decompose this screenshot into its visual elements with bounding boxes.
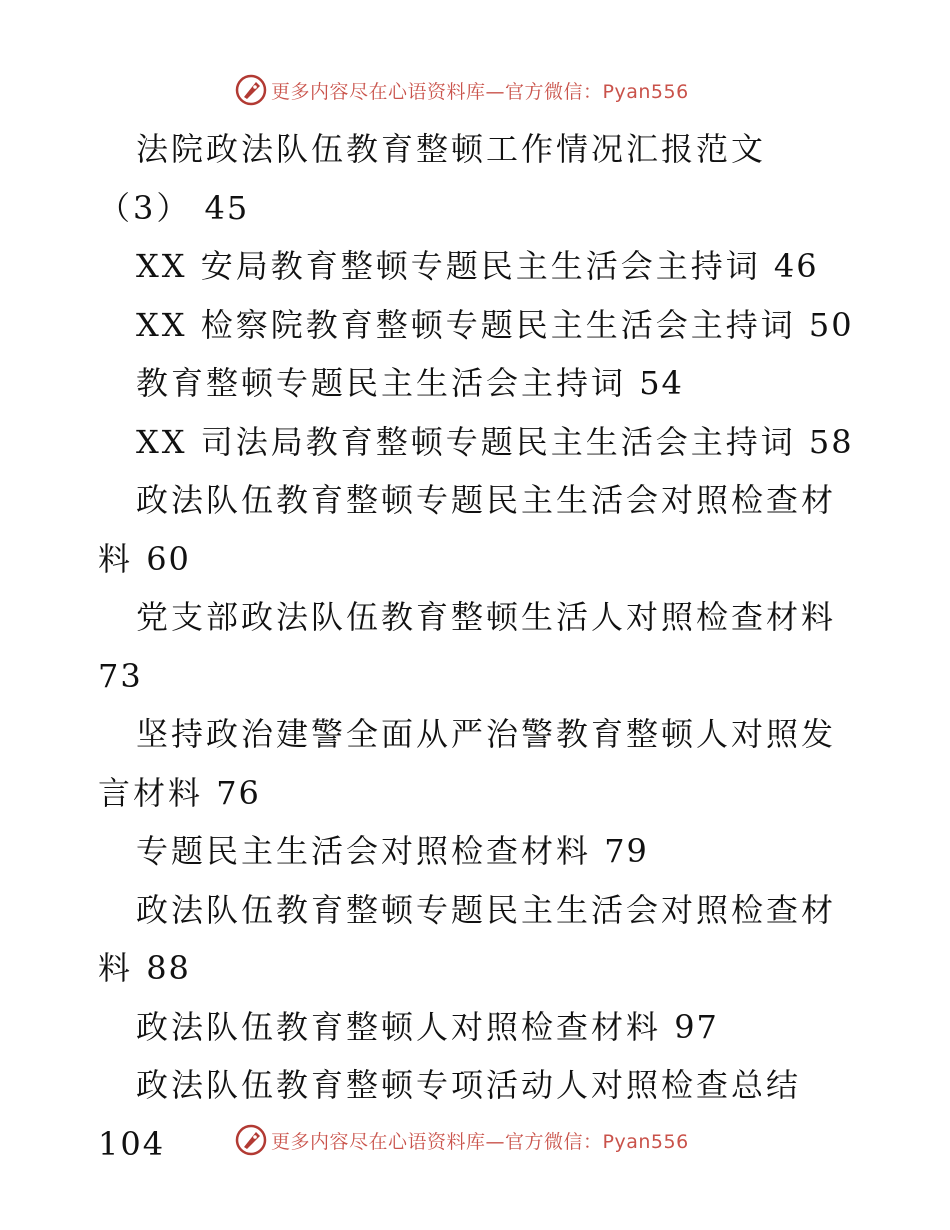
- toc-entry-title: XX 安局教育整顿专题民主生活会主持词: [136, 247, 761, 285]
- toc-entry-title: 专题民主生活会对照检查材料: [136, 832, 592, 870]
- toc-entry: [98, 296, 858, 355]
- toc-entry-title: 政法队伍教育整顿专项活动人对照检查总结: [136, 1066, 802, 1104]
- watermark-text: 更多内容尽在心语资料库—官方微信：Pyan556: [271, 1130, 689, 1153]
- toc-entry: [98, 881, 858, 998]
- pen-nib-logo-icon: [235, 74, 267, 106]
- toc-entry-page: 50: [808, 305, 854, 344]
- toc-entry: [98, 237, 858, 296]
- toc-entry-page: 58: [808, 422, 854, 461]
- toc-entry-page: 97: [674, 1007, 719, 1046]
- toc-entry-page: 45: [204, 188, 250, 227]
- toc-entry-title: 法院政法队伍教育整顿工作情况汇报范文（3）: [98, 130, 767, 227]
- toc-entry-page: 104: [98, 1124, 166, 1163]
- toc-entry: [98, 354, 858, 413]
- toc-entry-title: 党支部政法队伍教育整顿生活人对照检查材料: [136, 598, 837, 636]
- toc-entry-title: 政法队伍教育整顿专题民主生活会对照检查材料: [98, 481, 837, 578]
- toc-entry-title: XX 检察院教育整顿专题民主生活会主持词: [136, 305, 796, 344]
- toc-entry-page: 79: [604, 832, 649, 870]
- toc-entry-title: 政法队伍教育整顿专题民主生活会对照检查材料: [98, 890, 837, 987]
- header-watermark: [235, 73, 689, 107]
- toc-entry: [98, 588, 858, 705]
- toc-entry: [98, 120, 858, 237]
- toc-entry-title: 坚持政治建警全面从严治警教育整顿人对照发言材料: [98, 715, 837, 812]
- toc-entry-page: 60: [146, 539, 191, 578]
- toc-entry: [98, 822, 858, 881]
- toc-entry-page: 46: [773, 247, 819, 285]
- toc-entry-page: 88: [146, 949, 191, 987]
- toc-entry-page: 76: [216, 773, 261, 812]
- watermark-text: 更多内容尽在心语资料库—官方微信：Pyan556: [271, 80, 689, 103]
- toc-entry: [98, 705, 858, 822]
- toc-entry-title: XX 司法局教育整顿专题民主生活会主持词: [136, 422, 796, 461]
- table-of-contents: [98, 120, 858, 1173]
- toc-entry-title: 政法队伍教育整顿人对照检查材料: [136, 1007, 662, 1046]
- toc-entry-page: 54: [639, 364, 684, 402]
- toc-entry: [98, 998, 858, 1057]
- pen-nib-logo-icon: [235, 1124, 267, 1156]
- toc-entry: [98, 413, 858, 472]
- footer-watermark: [235, 1123, 689, 1157]
- toc-entry: [98, 471, 858, 588]
- toc-entry-title: 教育整顿专题民主生活会主持词: [136, 364, 627, 402]
- toc-entry-page: 73: [98, 656, 143, 695]
